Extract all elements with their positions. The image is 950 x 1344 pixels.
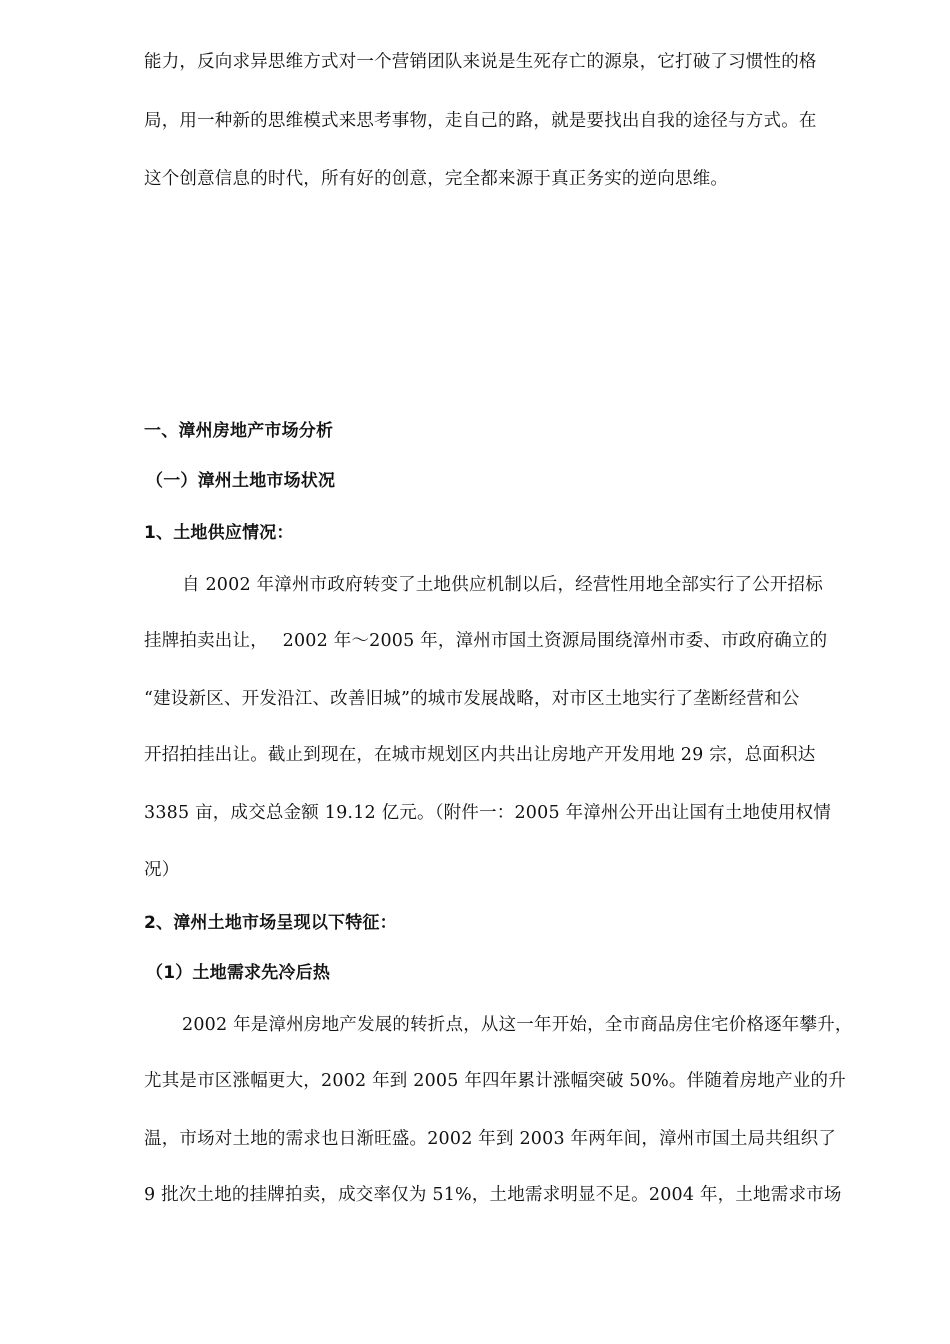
subsection-heading: （一）漳州土地市场状况	[146, 471, 336, 491]
item1-line-5: 3385 亩，成交总金额 19.12 亿元。（附件一：2005 年漳州公开出让国有土地使用权情	[144, 803, 832, 823]
item2-sub1-heading: （1）土地需求先冷后热	[146, 963, 331, 983]
intro-line-3: 这个创意信息的时代，所有好的创意，完全都来源于真正务实的逆向思维。	[144, 169, 729, 189]
item1-line-6: 况）	[144, 860, 180, 880]
item1-line-2: 挂牌拍卖出让， 2002 年～2005 年，漳州市国土资源局围绕漳州市委、市政府确立的	[144, 631, 828, 651]
section-heading: 一、漳州房地产市场分析	[144, 421, 334, 441]
intro-line-1: 能力，反向求异思维方式对一个营销团队来说是生死存亡的源泉，它打破了习惯性的格	[144, 52, 817, 72]
item2-line-4: 9 批次土地的挂牌拍卖，成交率仅为 51%，土地需求明显不足。2004 年，土地需求市场	[144, 1185, 842, 1205]
item1-heading: 1、土地供应情况：	[144, 523, 294, 543]
item1-line-4: 开招拍挂出让。截止到现在，在城市规划区内共出让房地产开发用地 29 宗，总面积达	[144, 745, 816, 765]
intro-line-2: 局，用一种新的思维模式来思考事物，走自己的路，就是要找出自我的途径与方式。在	[144, 111, 817, 131]
item1-line-1: 自 2002 年漳州市政府转变了土地供应机制以后，经营性用地全部实行了公开招标	[182, 575, 823, 595]
item2-line-3: 温，市场对土地的需求也日渐旺盛。2002 年到 2003 年两年间，漳州市国土局共组织了	[144, 1129, 837, 1149]
item2-line-2: 尤其是市区涨幅更大，2002 年到 2005 年四年累计涨幅突破 50%。伴随着房地产业的升	[144, 1071, 846, 1091]
item2-line-1: 2002 年是漳州房地产发展的转折点，从这一年开始，全市商品房住宅价格逐年攀升，	[182, 1015, 853, 1035]
item1-line-3: “建设新区、开发沿江、改善旧城”的城市发展战略，对市区土地实行了垄断经营和公	[144, 689, 800, 709]
item2-heading: 2、漳州土地市场呈现以下特征：	[144, 913, 397, 933]
